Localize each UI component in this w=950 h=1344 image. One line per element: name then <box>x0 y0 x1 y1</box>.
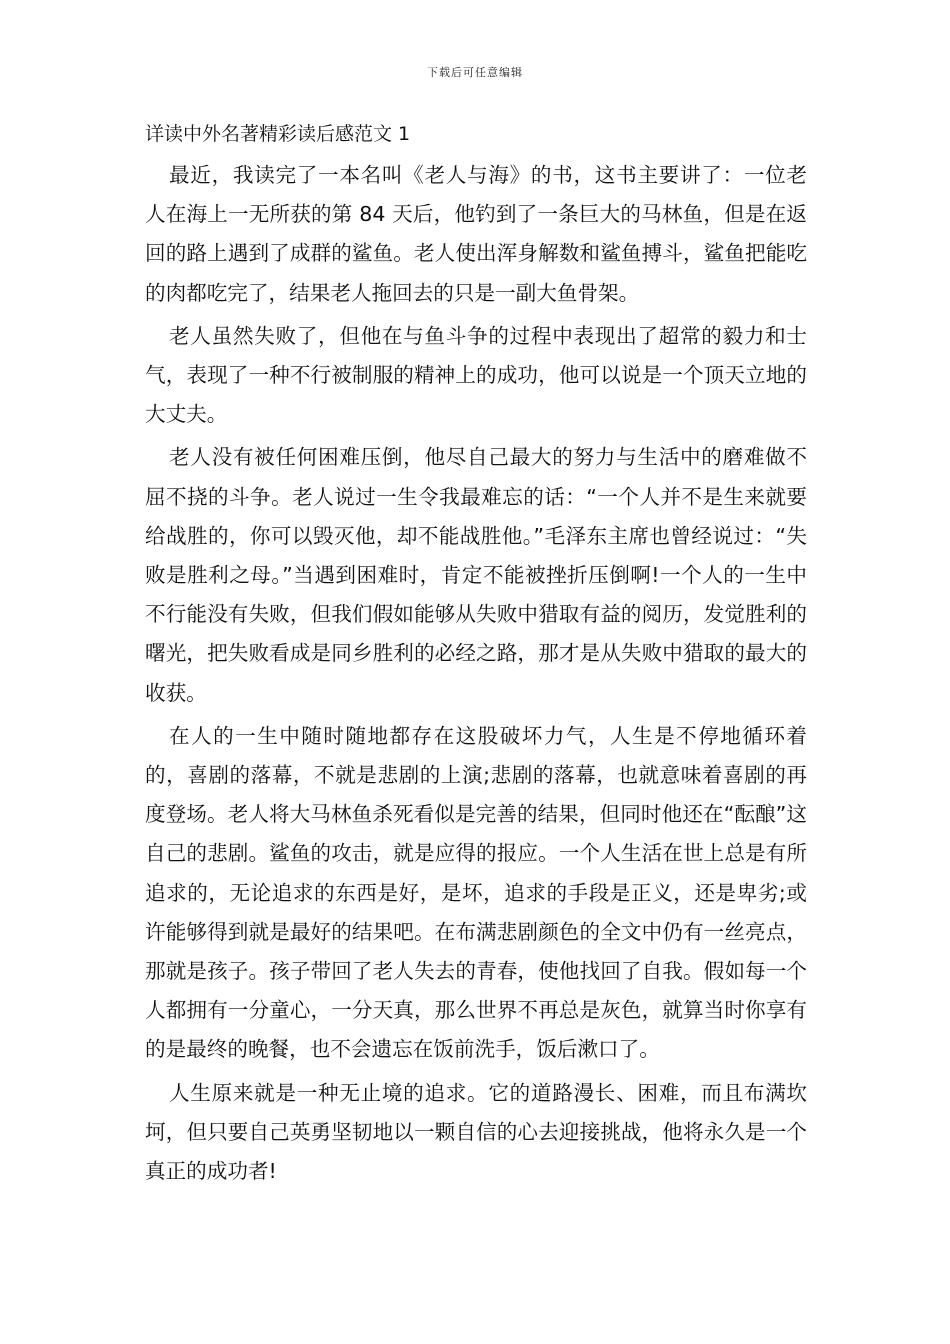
document-title: 详读中外名著精彩读后感范文 1 <box>145 123 411 145</box>
paragraph: 老人没有被任何困难压倒，他尽自己最大的努力与生活中的磨难做不屈不挠的斗争。老人说过一生令我最难忘的话：“一个人并不是生来就要给战胜的，你可以毁灭他，却不能战胜他。”毛泽东主席也曾经说过：“失败是胜利之母。”当遇到困难时，肯定不能被挫折压倒啊!一个人的一生中不行能没有失败，但我们假如能够从失败中猎取有益的阅历，发觉胜利的曙光，把失败看成是同乡胜利的必经之路，那才是从失败中猎取的最大的收获。 <box>145 445 807 705</box>
paragraph: 人生原来就是一种无止境的追求。它的道路漫长、困难，而且布满坎坷，但只要自己英勇坚韧地以一颗自信的心去迎接挑战，他将永久是一个真正的成功者! <box>145 1080 807 1184</box>
paragraph: 最近，我读完了一本名叫《老人与海》的书，这书主要讲了：一位老人在海上一无所获的第 84 天后，他钓到了一条巨大的马林鱼，但是在返回的路上遇到了成群的鲨鱼。老人使出浑身解数和鲨鱼搏斗，鲨鱼把能吃的肉都吃完了，结果老人拖回去的只是一副大鱼骨架。 <box>145 163 807 305</box>
paragraph: 老人虽然失败了，但他在与鱼斗争的过程中表现出了超常的毅力和士气，表现了一种不行被制服的精神上的成功，他可以说是一个顶天立地的大丈夫。 <box>145 323 807 427</box>
page-header: 下载后可任意编辑 <box>427 66 523 79</box>
document-body <box>145 118 807 1195</box>
paragraph: 在人的一生中随时随地都存在这股破坏力气，人生是不停地循环着的，喜剧的落幕，不就是悲剧的上演;悲剧的落幕，也就意味着喜剧的再度登场。老人将大马林鱼杀死看似是完善的结果，但同时他还在“酝酿”这自己的悲剧。鲨鱼的攻击，就是应得的报应。一个人生活在世上总是有所追求的，无论追求的东西是好，是坏，追求的手段是正义，还是卑劣;或许能够得到就是最好的结果吧。在布满悲剧颜色的全文中仍有一丝亮点，那就是孩子。孩子带回了老人失去的青春，使他找回了自我。假如每一个人都拥有一分童心，一分天真，那么世界不再总是灰色，就算当时你享有的是最终的晚餐，也不会遗忘在饭前洗手，饭后漱口了。 <box>145 723 807 1062</box>
